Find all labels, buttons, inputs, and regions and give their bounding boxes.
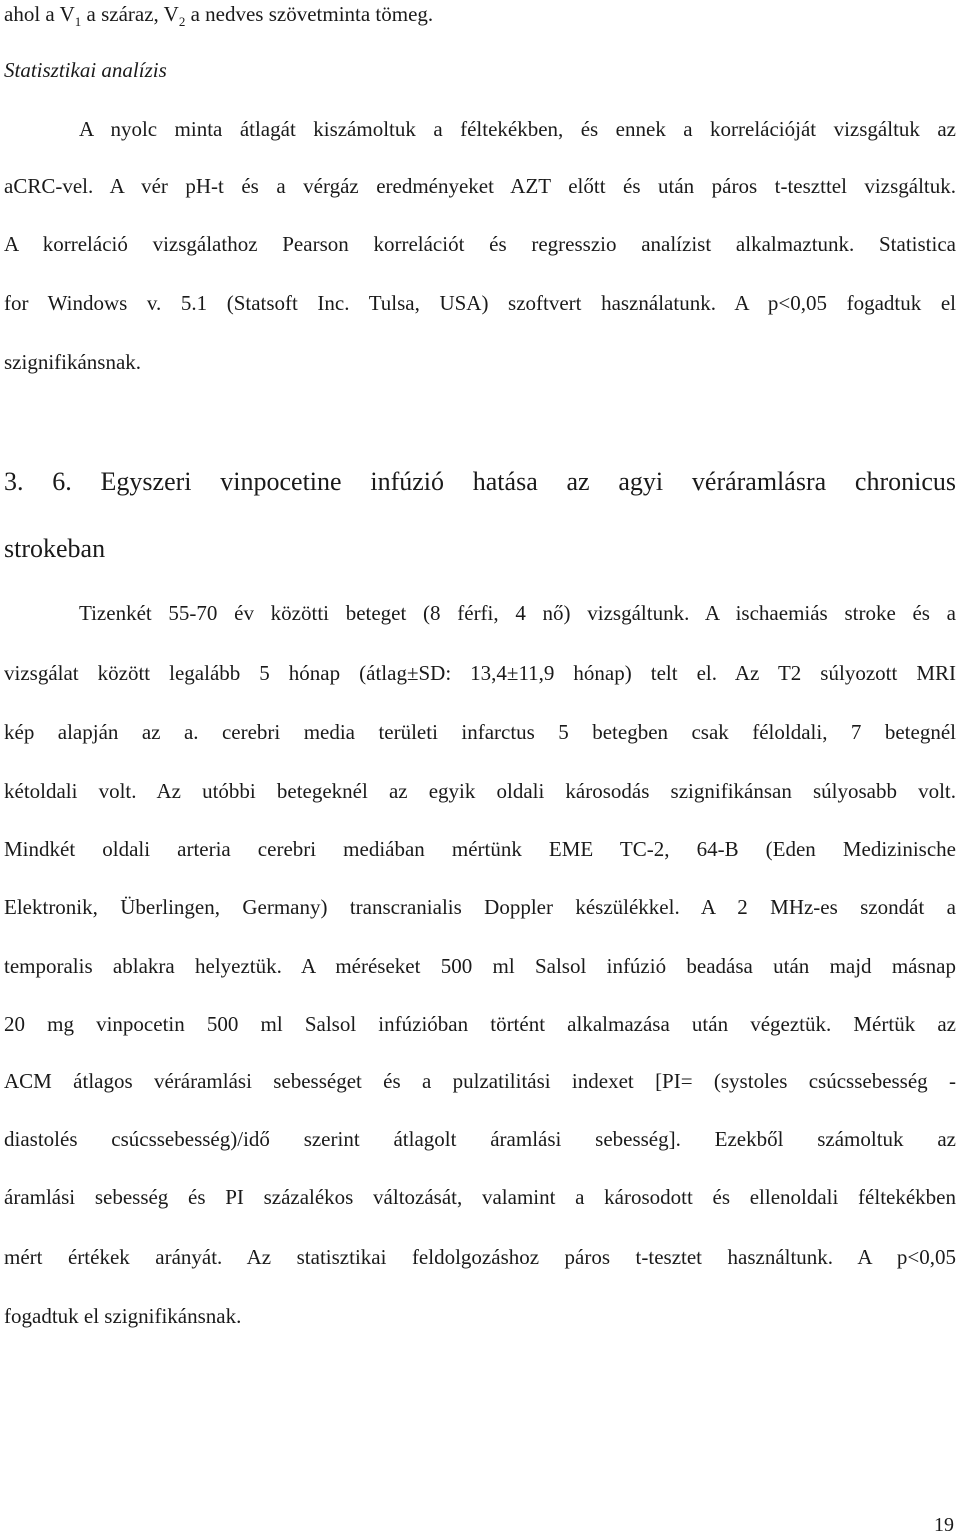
paragraph-line: 20 mg vinpocetin 500 ml Salsol infúzióban történt alkalmazása után végeztük. Mértük az	[4, 1012, 956, 1036]
paragraph-line: temporalis ablakra helyeztük. A méréseket 500 ml Salsol infúzió beadása után majd másnap	[4, 954, 956, 978]
page-number: 19	[934, 1514, 954, 1536]
paragraph-line: diastolés csúcssebesség)/idő szerint átlagolt áramlási sebesség]. Ezekből számoltuk az	[4, 1127, 956, 1151]
paragraph-line: for Windows v. 5.1 (Statsoft Inc. Tulsa, USA) szoftvert használatunk. A p<0,05 fogadtuk el	[4, 291, 956, 315]
paragraph-line: Tizenkét 55-70 év közötti beteget (8 férfi, 4 nő) vizsgáltunk. A ischaemiás stroke és a	[79, 601, 956, 625]
paragraph-line: A nyolc minta átlagát kiszámoltuk a féltekékben, és ennek a korrelációját vizsgáltuk az	[79, 117, 956, 141]
intro-line: ahol a $V_1$ a száraz, $V_2$ a nedves szövetminta tömeg.	[4, 2, 434, 30]
paragraph-line: Elektronik, Überlingen, Germany) transcranialis Doppler készülékkel. A 2 MHz-es szondát a	[4, 895, 956, 919]
section-title-statistics: Statisztikai analízis	[4, 58, 167, 82]
paragraph-line: szignifikánsnak.	[4, 350, 142, 374]
paragraph-line: mért értékek arányát. Az statisztikai feldolgozáshoz páros t-tesztet használtunk. A p<0,05	[4, 1245, 956, 1269]
paragraph-line: aCRC-vel. A vér pH-t és a vérgáz eredményeket AZT előtt és után páros t-teszttel vizsgáltuk.	[4, 174, 956, 198]
paragraph-line: A korreláció vizsgálathoz Pearson korrelációt és regresszio analízist alkalmaztunk. Statistica	[4, 232, 956, 256]
paragraph-line: fogadtuk el szignifikánsnak.	[4, 1304, 242, 1328]
paragraph-line: vizsgálat között legalább 5 hónap (átlag±SD: 13,4±11,9 hónap) telt el. Az T2 súlyozott MRI	[4, 661, 956, 685]
section-heading: 3. 6. Egyszeri vinpocetine infúzió hatása az agyi véráramlásra chronicus	[4, 467, 956, 496]
paragraph-line: kétoldali volt. Az utóbbi betegeknél az egyik oldali károsodás szignifikánsan súlyosabb volt.	[4, 779, 956, 803]
paragraph-line: Mindkét oldali arteria cerebri mediában mértünk EME TC-2, 64-B (Eden Medizinische	[4, 837, 956, 861]
paragraph-line: ACM átlagos véráramlási sebességet és a pulzatilitási indexet [PI= (systoles csúcssebesség -	[4, 1069, 956, 1093]
paragraph-line: áramlási sebesség és PI százalékos változását, valamint a károsodott és ellenoldali féltekékben	[4, 1185, 956, 1209]
section-heading-continued: strokeban	[4, 534, 106, 563]
paragraph-line: kép alapján az a. cerebri media területi infarctus 5 betegben csak féloldali, 7 betegnél	[4, 720, 956, 744]
